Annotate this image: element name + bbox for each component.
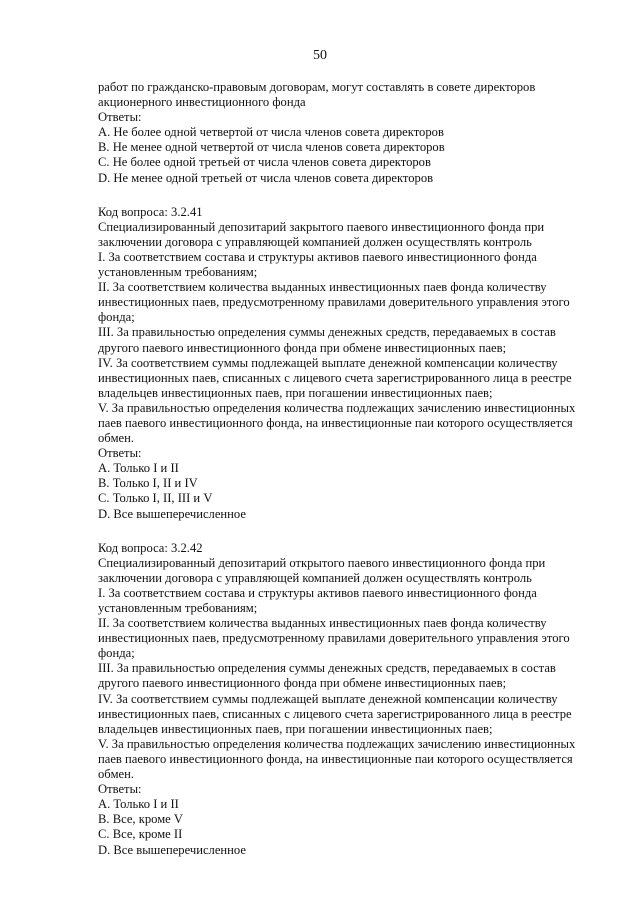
answer-option: C. Не более одной третьей от числа членов совета директоров [98,155,431,170]
question-line: IV. За соответствием суммы подлежащей выплате денежной компенсации количеству [98,355,558,370]
question-line: V. За правильностью определения количества подлежащих зачислению инвестиционных [98,736,576,751]
answers-label: Ответы: [98,782,142,797]
page-number: 50 [313,48,327,63]
answer-option: D. Не менее одной третьей от числа членов совета директоров [98,170,434,185]
question-line: инвестиционных паев, списанных с лицевого счета зарегистрированного лица в реестре [98,370,572,385]
question-line: другого паевого инвестиционного фонда при обмене инвестиционных паев; [98,340,507,355]
question-line: установленным требованиям; [98,601,258,615]
answer-option: B. Только I, II и IV [98,476,198,491]
question-line: Специализированный депозитарий закрытого паевого инвестиционного фонда при [98,219,545,234]
question-line: обмен. [98,767,135,782]
intro-block [98,80,603,186]
answers-label: Ответы: [98,110,142,125]
question-line: III. За правильностью определения суммы денежных средств, передаваемых в состав [98,325,556,340]
answer-option: B. Все, кроме V [98,812,184,827]
question-line: Специализированный депозитарий открытого паевого инвестиционного фонда при [98,555,546,570]
question-line: инвестиционных паев, списанных с лицевого счета зарегистрированного лица в реестре [98,706,572,721]
question-block [98,205,603,522]
question-block [98,541,603,858]
question-code: Код вопроса: 3.2.42 [98,540,203,555]
question-line: паев паевого инвестиционного фонда, на инвестиционные паи которого осуществляется [98,751,573,766]
question-line: заключении договора с управляющей компанией должен осуществлять контроль [98,234,532,249]
answer-option: A. Только I и II [98,797,179,812]
question-line: установленным требованиям; [98,265,258,280]
answer-option: B. Не менее одной четвертой от числа членов совета директоров [98,140,445,155]
answer-option: C. Только I, II, III и V [98,491,213,506]
question-line: I. За соответствием состава и структуры активов паевого инвестиционного фонда [98,585,537,600]
answer-option: A. Не более одной четвертой от числа членов совета директоров [98,125,444,140]
answer-option: A. Только I и II [98,461,179,476]
question-line: другого паевого инвестиционного фонда при обмене инвестиционных паев; [98,676,507,691]
question-line: фонда; [98,646,135,661]
question-line: инвестиционных паев, предусмотренному правилами доверительного управления этого [98,631,570,646]
intro-line: акционерного инвестиционного фонда [98,95,306,110]
answer-option: D. Все вышеперечисленное [98,506,246,521]
question-line: владельцев инвестиционных паев, при погашении инвестиционных паев; [98,721,493,736]
question-line: II. За соответствием количества выданных инвестиционных паев фонда количеству [98,280,547,295]
question-line: I. За соответствием состава и структуры активов паевого инвестиционного фонда [98,249,537,264]
question-line: V. За правильностью определения количества подлежащих зачислению инвестиционных [98,400,576,415]
question-line: IV. За соответствием суммы подлежащей выплате денежной компенсации количеству [98,691,558,706]
answer-option: D. Все вышеперечисленное [98,842,246,857]
question-line: фонда; [98,310,135,325]
question-line: паев паевого инвестиционного фонда, на инвестиционные паи которого осуществляется [98,415,573,430]
question-line: владельцев инвестиционных паев, при погашении инвестиционных паев; [98,385,493,400]
question-line: обмен. [98,431,135,446]
answer-option: C. Все, кроме II [98,827,183,842]
question-line: инвестиционных паев, предусмотренному правилами доверительного управления этого [98,295,570,310]
answers-label: Ответы: [98,446,142,461]
question-line: III. За правильностью определения суммы денежных средств, передаваемых в состав [98,661,556,676]
question-line: II. За соответствием количества выданных инвестиционных паев фонда количеству [98,616,547,631]
question-code: Код вопроса: 3.2.41 [98,204,203,219]
intro-line: работ по гражданско-правовым договорам, могут составлять в совете директоров [98,80,536,94]
page-content [98,80,603,858]
question-line: заключении договора с управляющей компанией должен осуществлять контроль [98,570,532,585]
